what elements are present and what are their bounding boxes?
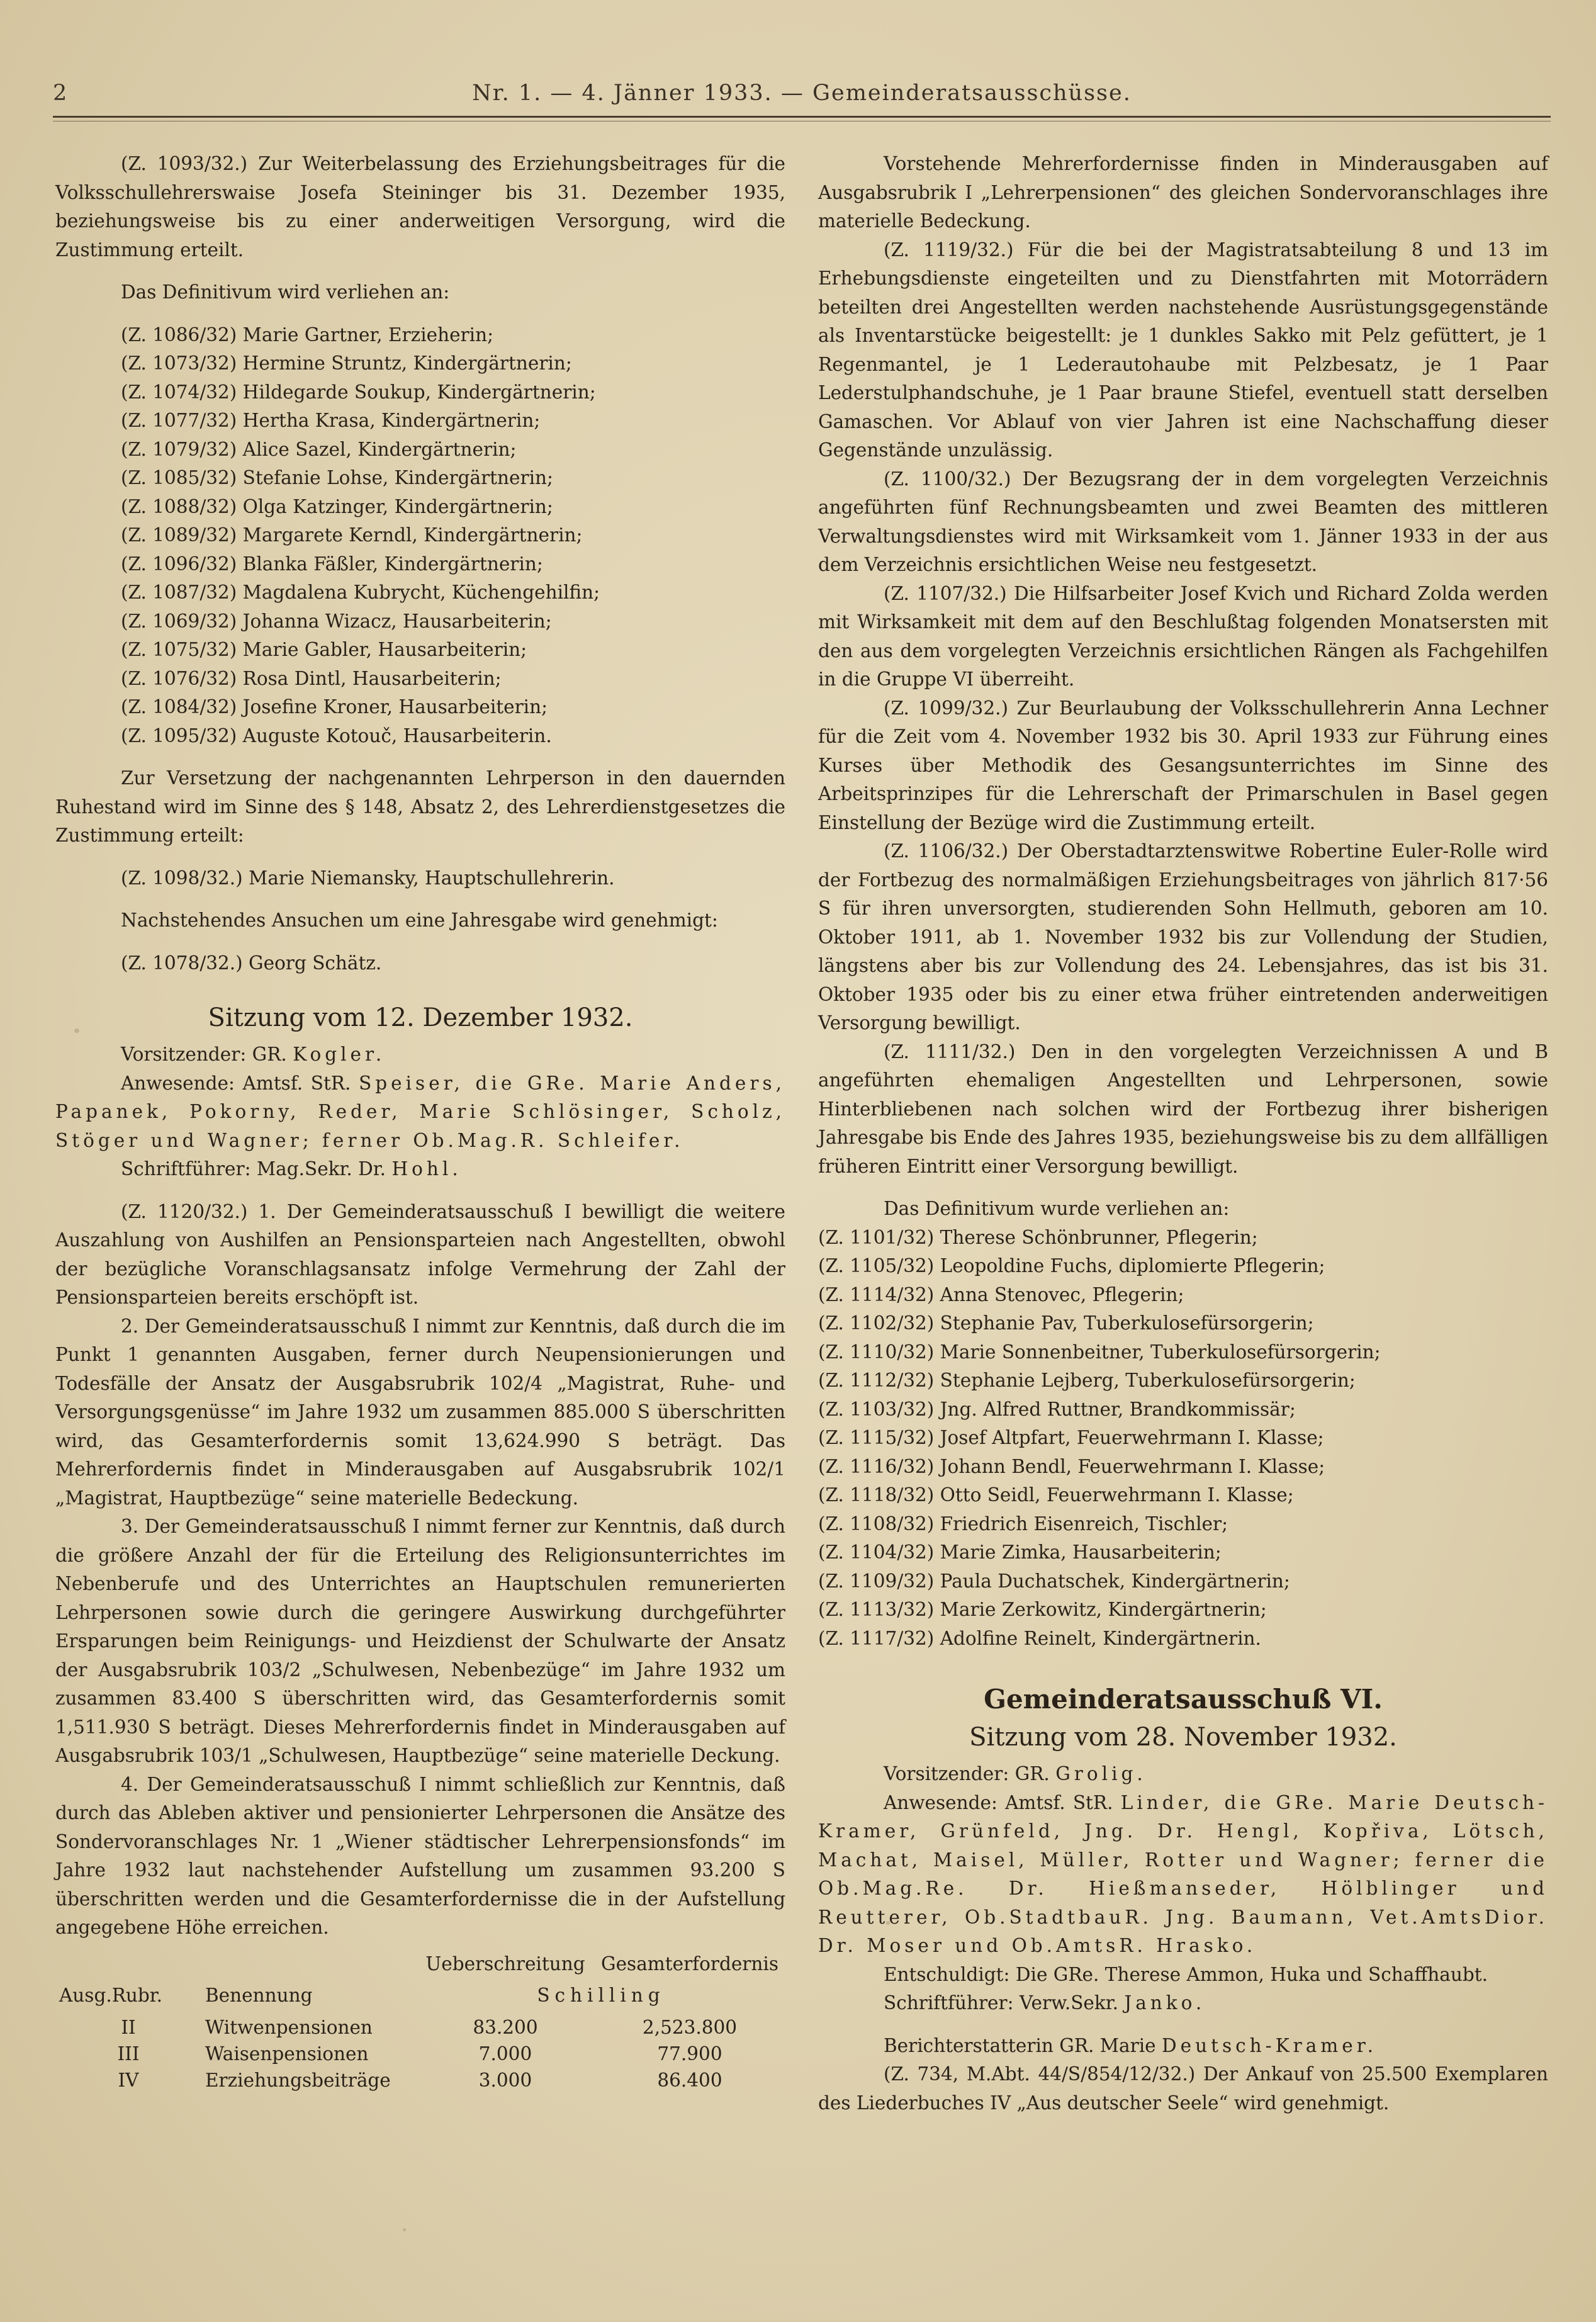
list-item: (Z. 1086/32) Marie Gartner, Erzieherin; bbox=[121, 324, 494, 346]
header-title: Nr. 1. — 4. Jänner 1933. — Gemeinderatsausschüsse. bbox=[472, 81, 1132, 106]
cell-rubrik: III bbox=[117, 2043, 140, 2065]
list-item: (Z. 1103/32) Jng. Alfred Ruttner, Brandkommissär; bbox=[818, 1398, 1296, 1420]
right-column bbox=[818, 150, 1548, 2117]
session-heading: Sitzung vom 12. Dezember 1932. bbox=[208, 1003, 633, 1032]
definitivum-list bbox=[55, 321, 785, 751]
attendees bbox=[55, 1069, 785, 1156]
paragraph: (Z. 1106/32.) Der Oberstadtarztenswitwe Robertine Euler-Rolle wird der Fortbezug des normalmäßigen Erziehungsbeitrages von jährlich 817·56 S für ihren unversorgten, studierenden Sohn Hellmuth, geboren am 10. Oktober 1911, ab 1. November 1932 bis zur Vollendung der Studien, längstens aber bis zur Vollendung des 24. Lebensjahres, das ist bis 31. Oktober 1935 oder bis zu einer etwa früher eintretenden anderweitigen Versorgung bewilligt. bbox=[818, 840, 1548, 1034]
list-item: (Z. 1084/32) Josefine Kroner, Hausarbeiterin; bbox=[121, 696, 548, 718]
secretary-line bbox=[55, 1155, 785, 1184]
session-heading: Sitzung vom 28. November 1932. bbox=[969, 1723, 1397, 1752]
cell-rubrik: II bbox=[121, 2016, 136, 2038]
definitivum-list bbox=[818, 1224, 1548, 1654]
column-header-benennung: Benennung bbox=[205, 1984, 313, 2006]
paragraph: 2. Der Gemeinderatsausschuß I nimmt zur Kenntnis, daß durch die im Punkt 1 genannten Ausgaben, ferner durch Neupensionierungen und Todesfälle der Ansatz der Ausgabsrubrik 102/4 „Magistrat, Ruhe- und Versorgungsgenüsse“ im Jahre 1932 um zusammen 885.000 S überschritten wird, das Gesamterfordernis somit 13,624.990 S beträgt. Das Mehrerfordernis findet in Minderausgaben auf Ausgabsrubrik 102/1 „Magistrat, Hauptbezüge“ seine materielle Bedeckung. bbox=[55, 1315, 785, 1509]
attendees bbox=[818, 1789, 1548, 1961]
cell-gesamt: 77.900 bbox=[657, 2043, 722, 2065]
pension-fund-table bbox=[55, 1951, 785, 2094]
secretary-label: Schriftführer: Mag.Sekr. Dr. bbox=[121, 1158, 386, 1180]
paragraph: (Z. 1119/32.) Für die bei der Magistratsabteilung 8 und 13 im Erhebungsdienste eingeteilten und zu Dienstfahrten mit Motorrädern beteilten drei Angestellten werden nachstehende Ausrüstungsgegenstände als Inventarstücke beigestellt: je 1 dunkles Sakko mit Pelz gefüttert, je 1 Regenmantel, je 1 Lederautohaube mit Pelzbesatz, je 1 Paar Lederstulphandschuhe, je 1 Paar braune Stiefel, eventuell statt derselben Gamaschen. Vor Ablauf von vier Jahren ist eine Nachschaffung dieser Gegenstände unzulässig. bbox=[818, 239, 1548, 461]
paragraph: Zur Versetzung der nachgenannten Lehrperson in den dauernden Ruhestand wird im Sinne des § 148, Absatz 2, des Lehrerdienstgesetzes die Zustimmung erteilt: bbox=[55, 767, 785, 846]
list-item: (Z. 1087/32) Magdalena Kubrycht, Küchengehilfin; bbox=[121, 582, 600, 603]
cell-ueberschreitung: 83.200 bbox=[473, 2016, 538, 2038]
cell-benennung: Witwenpensionen bbox=[205, 2016, 373, 2038]
paragraph: Nachstehendes Ansuchen um eine Jahresgabe wird genehmigt: bbox=[121, 910, 718, 931]
cell-ueberschreitung: 7.000 bbox=[478, 2043, 532, 2065]
list-item: (Z. 1101/32) Therese Schönbrunner, Pflegerin; bbox=[818, 1226, 1258, 1248]
list-item: (Z. 1077/32) Hertha Krasa, Kindergärtnerin; bbox=[121, 410, 541, 431]
paragraph: (Z. 1098/32.) Marie Niemansky, Hauptschullehrerin. bbox=[121, 867, 615, 889]
chair-line bbox=[818, 1760, 1548, 1789]
attendees-names: Linder, die GRe. Marie Deutsch-Kramer, Grünfeld, Jng. Dr. Hengl, Kopřiva, Lötsch, Machat, Maisel, Müller, Rotter und Wagner; ferner die Ob.Mag.Re. Dr. Hießmanseder, Hölblinger und Reutterer, Ob.StadtbauR. Jng. Baumann, Vet.AmtsDior. Dr. Moser und Ob.AmtsR. Hrasko. bbox=[818, 1791, 1548, 1956]
list-item: (Z. 1073/32) Hermine Struntz, Kindergärtnerin; bbox=[121, 352, 572, 374]
secretary-name: Janko. bbox=[1124, 1992, 1206, 2014]
paragraph: (Z. 1100/32.) Der Bezugsrang der in dem vorgelegten Verzeichnis angeführten fünf Rechnungsbeamten und zwei Beamten des mittleren Verwaltungsdienstes wird mit Wirksamkeit vom 1. Jänner 1933 in der aus dem Verzeichnis ersichtlichen Weise neu festgesetzt. bbox=[818, 468, 1548, 575]
paragraph: (Z. 1099/32.) Zur Beurlaubung der Volksschullehrerin Anna Lechner für die Zeit vom 4. November 1932 bis 30. April 1933 zur Führung eines Kurses über Methodik des Gesangsunterrichtes im Sinne des Arbeitsprinzipes für die Lehrerschaft der Primarschulen in Basel gegen Einstellung der Bezüge wird die Zustimmung erteilt. bbox=[818, 697, 1548, 833]
list-item: (Z. 1074/32) Hildegarde Soukup, Kindergärtnerin; bbox=[121, 381, 596, 403]
secretary-name: Hohl. bbox=[391, 1158, 462, 1180]
list-item: (Z. 1075/32) Marie Gabler, Hausarbeiterin; bbox=[121, 639, 527, 660]
attendees-label: Anwesende: Amtsf. StR. bbox=[884, 1791, 1113, 1813]
list-item: (Z. 1114/32) Anna Stenovec, Pflegerin; bbox=[818, 1283, 1184, 1305]
paragraph: Das Definitivum wurde verliehen an: bbox=[884, 1198, 1230, 1219]
list-item: (Z. 1109/32) Paula Duchatschek, Kindergärtnerin; bbox=[818, 1570, 1290, 1592]
list-item: (Z. 1105/32) Leopoldine Fuchs, diplomierte Pflegerin; bbox=[818, 1255, 1325, 1277]
list-item: (Z. 1102/32) Stephanie Pav, Tuberkulosefürsorgerin; bbox=[818, 1312, 1314, 1334]
column-header-ueberschreitung: Ueberschreitung bbox=[425, 1953, 585, 1975]
secretary-line bbox=[818, 1989, 1548, 2018]
paragraph: 4. Der Gemeinderatsausschuß I nimmt schließlich zur Kenntnis, daß durch das Ableben aktiver und pensionierter Lehrpersonen die Ansätze des Sondervoranschlages Nr. 1 „Wiener städtischer Lehrerpensionsfonds“ im Jahre 1932 laut nachstehender Aufstellung um zusammen 93.200 S überschritten werden und die Gesamterfordernisse die in der Aufstellung angegebene Höhe erreichen. bbox=[55, 1773, 785, 1938]
list-item: (Z. 1089/32) Margarete Kerndl, Kindergärtnerin; bbox=[121, 524, 583, 546]
list-item: (Z. 1116/32) Johann Bendl, Feuerwehrmann I. Klasse; bbox=[818, 1455, 1325, 1477]
list-item: (Z. 1085/32) Stefanie Lohse, Kindergärtnerin; bbox=[121, 467, 553, 488]
left-column bbox=[55, 150, 785, 2094]
chair-label: Vorsitzender: GR. bbox=[121, 1044, 287, 1065]
rapporteur-name: Deutsch-Kramer. bbox=[1161, 2034, 1377, 2056]
list-item: (Z. 1110/32) Marie Sonnenbeitner, Tuberkulosefürsorgerin; bbox=[818, 1341, 1381, 1363]
list-item: (Z. 1118/32) Otto Seidl, Feuerwehrmann I. Klasse; bbox=[818, 1484, 1294, 1506]
cell-benennung: Erziehungsbeiträge bbox=[205, 2069, 391, 2091]
list-item: (Z. 1069/32) Johanna Wizacz, Hausarbeiterin; bbox=[121, 610, 552, 632]
column-header-rubrik: Ausg.Rubr. bbox=[59, 1984, 163, 2006]
list-item: (Z. 1076/32) Rosa Dintl, Hausarbeiterin; bbox=[121, 667, 502, 689]
list-item: (Z. 1108/32) Friedrich Eisenreich, Tischler; bbox=[818, 1513, 1228, 1535]
excused-line: Entschuldigt: Die GRe. Therese Ammon, Huka und Schaffhaubt. bbox=[884, 1963, 1488, 1985]
cell-ueberschreitung: 3.000 bbox=[478, 2069, 532, 2091]
secretary-label: Schriftführer: Verw.Sekr. bbox=[884, 1992, 1118, 2014]
table-row bbox=[55, 2067, 785, 2094]
table-row bbox=[55, 2041, 785, 2067]
chair-label: Vorsitzender: GR. bbox=[884, 1763, 1050, 1784]
paper-speck bbox=[403, 2228, 406, 2231]
list-item: (Z. 1088/32) Olga Katzinger, Kindergärtnerin; bbox=[121, 495, 553, 517]
paper-speck bbox=[74, 1029, 79, 1033]
list-item: (Z. 1112/32) Stephanie Lejberg, Tuberkulosefürsorgerin; bbox=[818, 1370, 1356, 1391]
cell-gesamt: 2,523.800 bbox=[642, 2016, 738, 2038]
paragraph: Das Definitivum wird verliehen an: bbox=[121, 281, 450, 303]
page-header bbox=[53, 77, 1551, 108]
paper-speck bbox=[1410, 1833, 1414, 1836]
attendees-names: Speiser, die GRe. Marie Anders, Papanek, Pokorny, Reder, Marie Schlösinger, Scholz, Stöger und Wagner; ferner Ob.Mag.R. Schleifer. bbox=[55, 1072, 785, 1151]
list-item: (Z. 1117/32) Adolfine Reinelt, Kindergärtnerin. bbox=[818, 1627, 1261, 1649]
chair-name: Kogler. bbox=[293, 1044, 386, 1065]
paragraph: (Z. 1107/32.) Die Hilfsarbeiter Josef Kvich und Richard Zolda werden mit Wirksamkeit mit dem auf den Beschlußtag folgenden Monatsersten mit den aus dem vorgelegten Verzeichnis ersichtlichen Rängen als Fachgehilfen in die Gruppe VI überreiht. bbox=[818, 582, 1548, 690]
paragraph: 3. Der Gemeinderatsausschuß I nimmt ferner zur Kenntnis, daß durch die größere Anzahl der für die Erteilung des Religionsunterrichtes im Nebenberufe und des Unterrichtes an Hauptschulen remunerierten Lehrpersonen sowie durch die geringere Auswirkung durchgeführter Ersparungen beim Reinigungs- und Heizdienst der Schulwarte der Ansatz der Ausgabsrubrik 103/2 „Schulwesen, Nebenbezüge“ im Jahre 1932 um zusammen 83.400 S überschritten wird, das Gesamterfordernis somit 1,511.930 S beträgt. Dieses Mehrerfordernis findet in Minderausgaben auf Ausgabsrubrik 103/1 „Schulwesen, Hauptbezüge“ seine materielle Deckung. bbox=[55, 1516, 785, 1766]
column-header-unit: Schilling bbox=[537, 1984, 665, 2006]
paragraph: (Z. 734, M.Abt. 44/S/854/12/32.) Der Ankauf von 25.500 Exemplaren des Liederbuches IV „Aus deutscher Seele“ wird genehmigt. bbox=[818, 2063, 1548, 2114]
chair-line bbox=[55, 1040, 785, 1069]
attendees-label: Anwesende: Amtsf. StR. bbox=[121, 1072, 351, 1094]
cell-gesamt: 86.400 bbox=[657, 2069, 722, 2091]
page-number: 2 bbox=[53, 81, 67, 106]
paragraph: (Z. 1120/32.) 1. Der Gemeinderatsausschuß I bewilligt die weitere Auszahlung von Aushilfen an Pensionsparteien nach Angestellten, obwohl der bezügliche Voranschlagsansatz infolge Vermehrung der Zahl der Pensionsparteien bereits erschöpft ist. bbox=[55, 1200, 785, 1308]
table-row bbox=[55, 2014, 785, 2041]
list-item: (Z. 1115/32) Josef Altpfart, Feuerwehrmann I. Klasse; bbox=[818, 1427, 1324, 1448]
paragraph: (Z. 1111/32.) Den in den vorgelegten Verzeichnissen A und B angeführten ehemaligen Angestellten und Lehrpersonen, sowie Hinterbliebenen nach solchen wird der Fortbezug ihrer bisherigen Jahresgabe bis Ende des Jahres 1935, beziehungsweise bis zu dem allfälligen früheren Eintritt einer Versorgung bewilligt. bbox=[818, 1040, 1548, 1177]
column-header-gesamt: Gesamterfordernis bbox=[601, 1953, 778, 1975]
paragraph: (Z. 1093/32.) Zur Weiterbelassung des Erziehungsbeitrages für die Volksschullehrerswaise Josefa Steininger bis 31. Dezember 1935, beziehungsweise bis zu einer anderweitigen Versorgung, wird die Zustimmung erteilt. bbox=[55, 153, 785, 261]
rapporteur-line bbox=[818, 2032, 1548, 2061]
list-item: (Z. 1079/32) Alice Sazel, Kindergärtnerin; bbox=[121, 438, 517, 460]
paragraph: (Z. 1078/32.) Georg Schätz. bbox=[121, 952, 382, 974]
paragraph: Vorstehende Mehrerfordernisse finden in Minderausgaben auf Ausgabsrubrik I „Lehrerpensionen“ des gleichen Sondervoranschlages ihre materielle Bedeckung. bbox=[818, 153, 1548, 232]
rapporteur-label: Berichterstatterin GR. Marie bbox=[884, 2034, 1156, 2056]
list-item: (Z. 1104/32) Marie Zimka, Hausarbeiterin; bbox=[818, 1541, 1222, 1563]
header-rule bbox=[53, 116, 1551, 118]
list-item: (Z. 1113/32) Marie Zerkowitz, Kindergärtnerin; bbox=[818, 1599, 1267, 1620]
list-item: (Z. 1096/32) Blanka Fäßler, Kindergärtnerin; bbox=[121, 553, 543, 575]
committee-heading: Gemeinderatsausschuß VI. bbox=[984, 1684, 1383, 1715]
cell-rubrik: IV bbox=[118, 2069, 139, 2091]
list-item: (Z. 1095/32) Auguste Kotouč, Hausarbeiterin. bbox=[121, 724, 552, 747]
cell-benennung: Waisenpensionen bbox=[205, 2043, 369, 2065]
paper-speck bbox=[886, 1921, 890, 1925]
chair-name: Grolig. bbox=[1055, 1763, 1147, 1784]
